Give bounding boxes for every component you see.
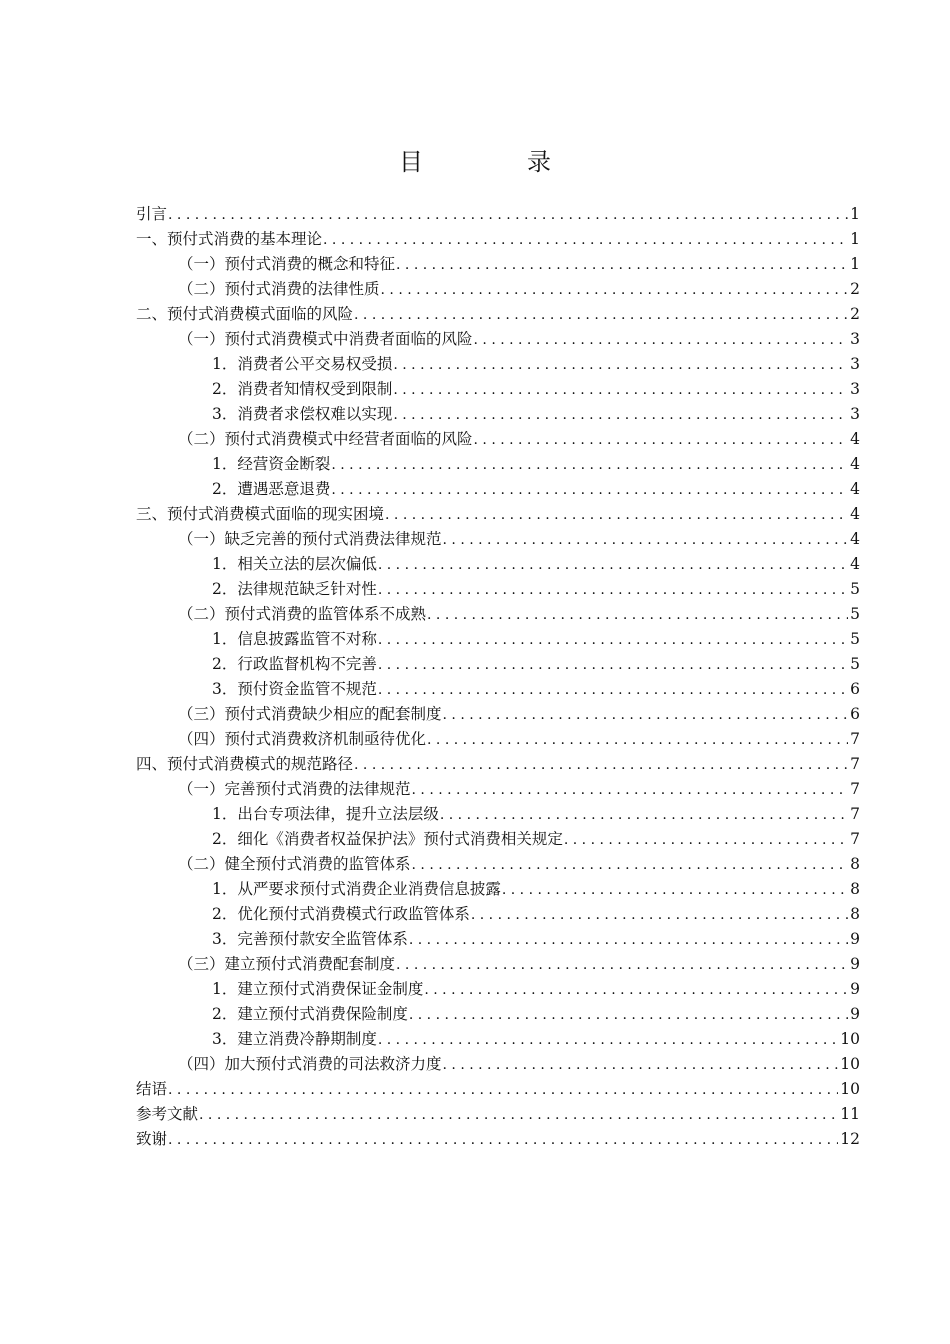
toc-page-number: 7 <box>850 780 860 798</box>
toc-entry[interactable] <box>136 627 860 652</box>
toc-page-number: 7 <box>850 730 860 748</box>
toc-entry-title: （一）预付式消费的概念和特征 <box>178 255 396 273</box>
toc-entry-title: （一）完善预付式消费的法律规范 <box>178 780 411 798</box>
toc-dot-leader <box>392 403 848 428</box>
toc-dot-leader <box>392 378 848 403</box>
toc-page-number: 3 <box>850 380 860 398</box>
toc-page-number: 5 <box>850 655 860 673</box>
toc-entry[interactable] <box>136 977 860 1002</box>
toc-dot-leader <box>423 978 848 1003</box>
toc-dot-leader <box>563 828 848 853</box>
toc-entry[interactable] <box>136 677 860 702</box>
toc-entry[interactable] <box>136 427 860 452</box>
toc-page-number: 2 <box>850 305 860 323</box>
toc-entry-title: 二、预付式消费模式面临的风险 <box>136 305 354 323</box>
toc-entry[interactable] <box>136 827 860 852</box>
toc-page-number: 8 <box>850 855 860 873</box>
toc-page-number: 1 <box>850 205 860 223</box>
toc-dot-leader <box>377 553 848 578</box>
toc-page-number: 3 <box>850 355 860 373</box>
toc-dot-leader <box>395 953 848 978</box>
toc-entry-title: （二）预付式消费模式中经营者面临的风险 <box>178 430 473 448</box>
toc-entry[interactable] <box>136 702 860 727</box>
toc-dot-leader <box>426 603 848 628</box>
toc-entry-title: （三）建立预付式消费配套制度 <box>178 955 396 973</box>
toc-entry[interactable] <box>136 452 860 477</box>
toc-entry[interactable] <box>136 477 860 502</box>
toc-entry-title: 2．优化预付式消费模式行政监管体系 <box>212 905 470 923</box>
toc-entry-title: 1．消费者公平交易权受损 <box>212 355 393 373</box>
toc-entry[interactable] <box>136 552 860 577</box>
toc-entry-title: 一、预付式消费的基本理论 <box>136 230 323 248</box>
toc-entry-title: 1．经营资金断裂 <box>212 455 331 473</box>
toc-dot-leader <box>167 203 848 228</box>
toc-entry-title: 1．相关立法的层次偏低 <box>212 555 377 573</box>
toc-dot-leader <box>167 1128 838 1153</box>
toc-entry[interactable] <box>136 302 860 327</box>
toc-entry-title: （二）健全预付式消费的监管体系 <box>178 855 411 873</box>
toc-entry[interactable] <box>136 727 860 752</box>
toc-entry[interactable] <box>136 577 860 602</box>
toc-entry-title: 2．遭遇恶意退费 <box>212 480 331 498</box>
toc-entry-title: （四）预付式消费救济机制亟待优化 <box>178 730 427 748</box>
toc-page-number: 10 <box>840 1030 860 1048</box>
toc-page-number: 7 <box>850 830 860 848</box>
toc-entry-title: 四、预付式消费模式的规范路径 <box>136 755 354 773</box>
toc-entry[interactable] <box>136 852 860 877</box>
toc-entry-title: （三）预付式消费缺少相应的配套制度 <box>178 705 442 723</box>
toc-dot-leader <box>439 803 848 828</box>
toc-entry[interactable] <box>136 202 860 227</box>
toc-entry[interactable] <box>136 402 860 427</box>
toc-entry-title: 3．建立消费冷静期制度 <box>212 1030 377 1048</box>
toc-entry-title: 引言 <box>136 205 168 223</box>
toc-page-number: 3 <box>850 330 860 348</box>
toc-dot-leader <box>377 678 848 703</box>
toc-entry[interactable] <box>136 877 860 902</box>
toc-entry[interactable] <box>136 502 860 527</box>
toc-entry[interactable] <box>136 527 860 552</box>
toc-dot-leader <box>408 928 848 953</box>
toc-dot-leader <box>411 778 849 803</box>
toc-entry-title: 2．法律规范缺乏针对性 <box>212 580 377 598</box>
toc-page-number: 4 <box>850 455 860 473</box>
toc-dot-leader <box>384 503 848 528</box>
toc-entry[interactable] <box>136 927 860 952</box>
toc-entry-title: 2．细化《消费者权益保护法》预付式消费相关规定 <box>212 830 563 848</box>
toc-dot-leader <box>353 753 848 778</box>
toc-dot-leader <box>198 1103 838 1128</box>
toc-entry-title: 3．完善预付款安全监管体系 <box>212 930 408 948</box>
toc-entry[interactable] <box>136 952 860 977</box>
toc-entry[interactable] <box>136 1002 860 1027</box>
toc-entry[interactable] <box>136 352 860 377</box>
toc-entry-title: 致谢 <box>136 1130 168 1148</box>
toc-page-number: 9 <box>850 980 860 998</box>
toc-entry[interactable] <box>136 227 860 252</box>
toc-entry[interactable] <box>136 752 860 777</box>
toc-dot-leader <box>330 453 848 478</box>
toc-entry[interactable] <box>136 1027 860 1052</box>
toc-page-number: 4 <box>850 555 860 573</box>
toc-dot-leader <box>408 1003 848 1028</box>
toc-dot-leader <box>501 878 848 903</box>
toc-entry-title: 3．预付资金监管不规范 <box>212 680 377 698</box>
toc-dot-leader <box>442 528 849 553</box>
toc-entry-title: 1．出台专项法律，提升立法层级 <box>212 805 439 823</box>
toc-entry-title: 结语 <box>136 1080 168 1098</box>
toc-page-number: 8 <box>850 905 860 923</box>
toc-page-number: 6 <box>850 705 860 723</box>
toc-entry-title: （二）预付式消费的监管体系不成熟 <box>178 605 427 623</box>
toc-entry[interactable] <box>136 1127 860 1152</box>
toc-entry[interactable] <box>136 802 860 827</box>
toc-entry-title: （一）预付式消费模式中消费者面临的风险 <box>178 330 473 348</box>
toc-entry[interactable] <box>136 377 860 402</box>
toc-entry-title: 3．消费者求偿权难以实现 <box>212 405 393 423</box>
toc-entry-title: 2．行政监督机构不完善 <box>212 655 377 673</box>
toc-page-number: 4 <box>850 505 860 523</box>
toc-dot-leader <box>442 1053 839 1078</box>
toc-dot-leader <box>377 628 848 653</box>
toc-page-number: 10 <box>840 1055 860 1073</box>
toc-entry[interactable] <box>136 252 860 277</box>
toc-entry[interactable] <box>136 902 860 927</box>
toc-entry-title: （四）加大预付式消费的司法救济力度 <box>178 1055 442 1073</box>
toc-dot-leader <box>322 228 848 253</box>
toc-page-number: 5 <box>850 580 860 598</box>
toc-entry[interactable] <box>136 277 860 302</box>
toc-dot-leader <box>353 303 848 328</box>
toc-entry-title: 2．建立预付式消费保险制度 <box>212 1005 408 1023</box>
toc-entry-title: 1．建立预付式消费保证金制度 <box>212 980 424 998</box>
toc-page-number: 4 <box>850 530 860 548</box>
toc-entry[interactable] <box>136 777 860 802</box>
toc-entry[interactable] <box>136 1077 860 1102</box>
toc-page-number: 9 <box>850 955 860 973</box>
toc-dot-leader <box>380 278 849 303</box>
toc-dot-leader <box>473 328 849 353</box>
toc-entry-title: 1．信息披露监管不对称 <box>212 630 377 648</box>
toc-dot-leader <box>473 428 849 453</box>
toc-page-number: 1 <box>850 230 860 248</box>
toc-entry-title: 参考文献 <box>136 1105 199 1123</box>
toc-dot-leader <box>330 478 848 503</box>
toc-dot-leader <box>377 578 848 603</box>
toc-entry-title: （二）预付式消费的法律性质 <box>178 280 380 298</box>
toc-entry-title: （一）缺乏完善的预付式消费法律规范 <box>178 530 442 548</box>
toc-page-number: 7 <box>850 805 860 823</box>
toc-dot-leader <box>395 253 848 278</box>
toc-page-number: 9 <box>850 930 860 948</box>
toc-entry[interactable] <box>136 1102 860 1127</box>
toc-dot-leader <box>392 353 848 378</box>
toc-entry-title: 1．从严要求预付式消费企业消费信息披露 <box>212 880 501 898</box>
toc-page-number: 3 <box>850 405 860 423</box>
toc-page-number: 4 <box>850 480 860 498</box>
toc-page-number: 2 <box>850 280 860 298</box>
toc-dot-leader <box>377 653 848 678</box>
toc-page-number: 10 <box>840 1080 860 1098</box>
toc-page-number: 5 <box>850 605 860 623</box>
toc-dot-leader <box>411 853 849 878</box>
toc-page-number: 4 <box>850 430 860 448</box>
toc-entry[interactable] <box>136 1052 860 1077</box>
toc-page-number: 8 <box>850 880 860 898</box>
toc-entry-title: 2．消费者知情权受到限制 <box>212 380 393 398</box>
toc-entry[interactable] <box>136 327 860 352</box>
toc-page-number: 12 <box>840 1130 860 1148</box>
toc-dot-leader <box>470 903 848 928</box>
toc-dot-leader <box>377 1028 838 1053</box>
toc-entry-title: 三、预付式消费模式面临的现实困境 <box>136 505 385 523</box>
table-of-contents <box>136 202 860 1152</box>
page-title: 目 录 <box>399 148 591 176</box>
toc-entry[interactable] <box>136 602 860 627</box>
toc-entry[interactable] <box>136 652 860 677</box>
toc-page-number: 1 <box>850 255 860 273</box>
toc-dot-leader <box>442 703 849 728</box>
toc-page-number: 6 <box>850 680 860 698</box>
toc-page-number: 5 <box>850 630 860 648</box>
toc-page-number: 9 <box>850 1005 860 1023</box>
toc-dot-leader <box>167 1078 838 1103</box>
toc-dot-leader <box>426 728 848 753</box>
toc-page-number: 7 <box>850 755 860 773</box>
toc-page-number: 11 <box>840 1105 860 1123</box>
